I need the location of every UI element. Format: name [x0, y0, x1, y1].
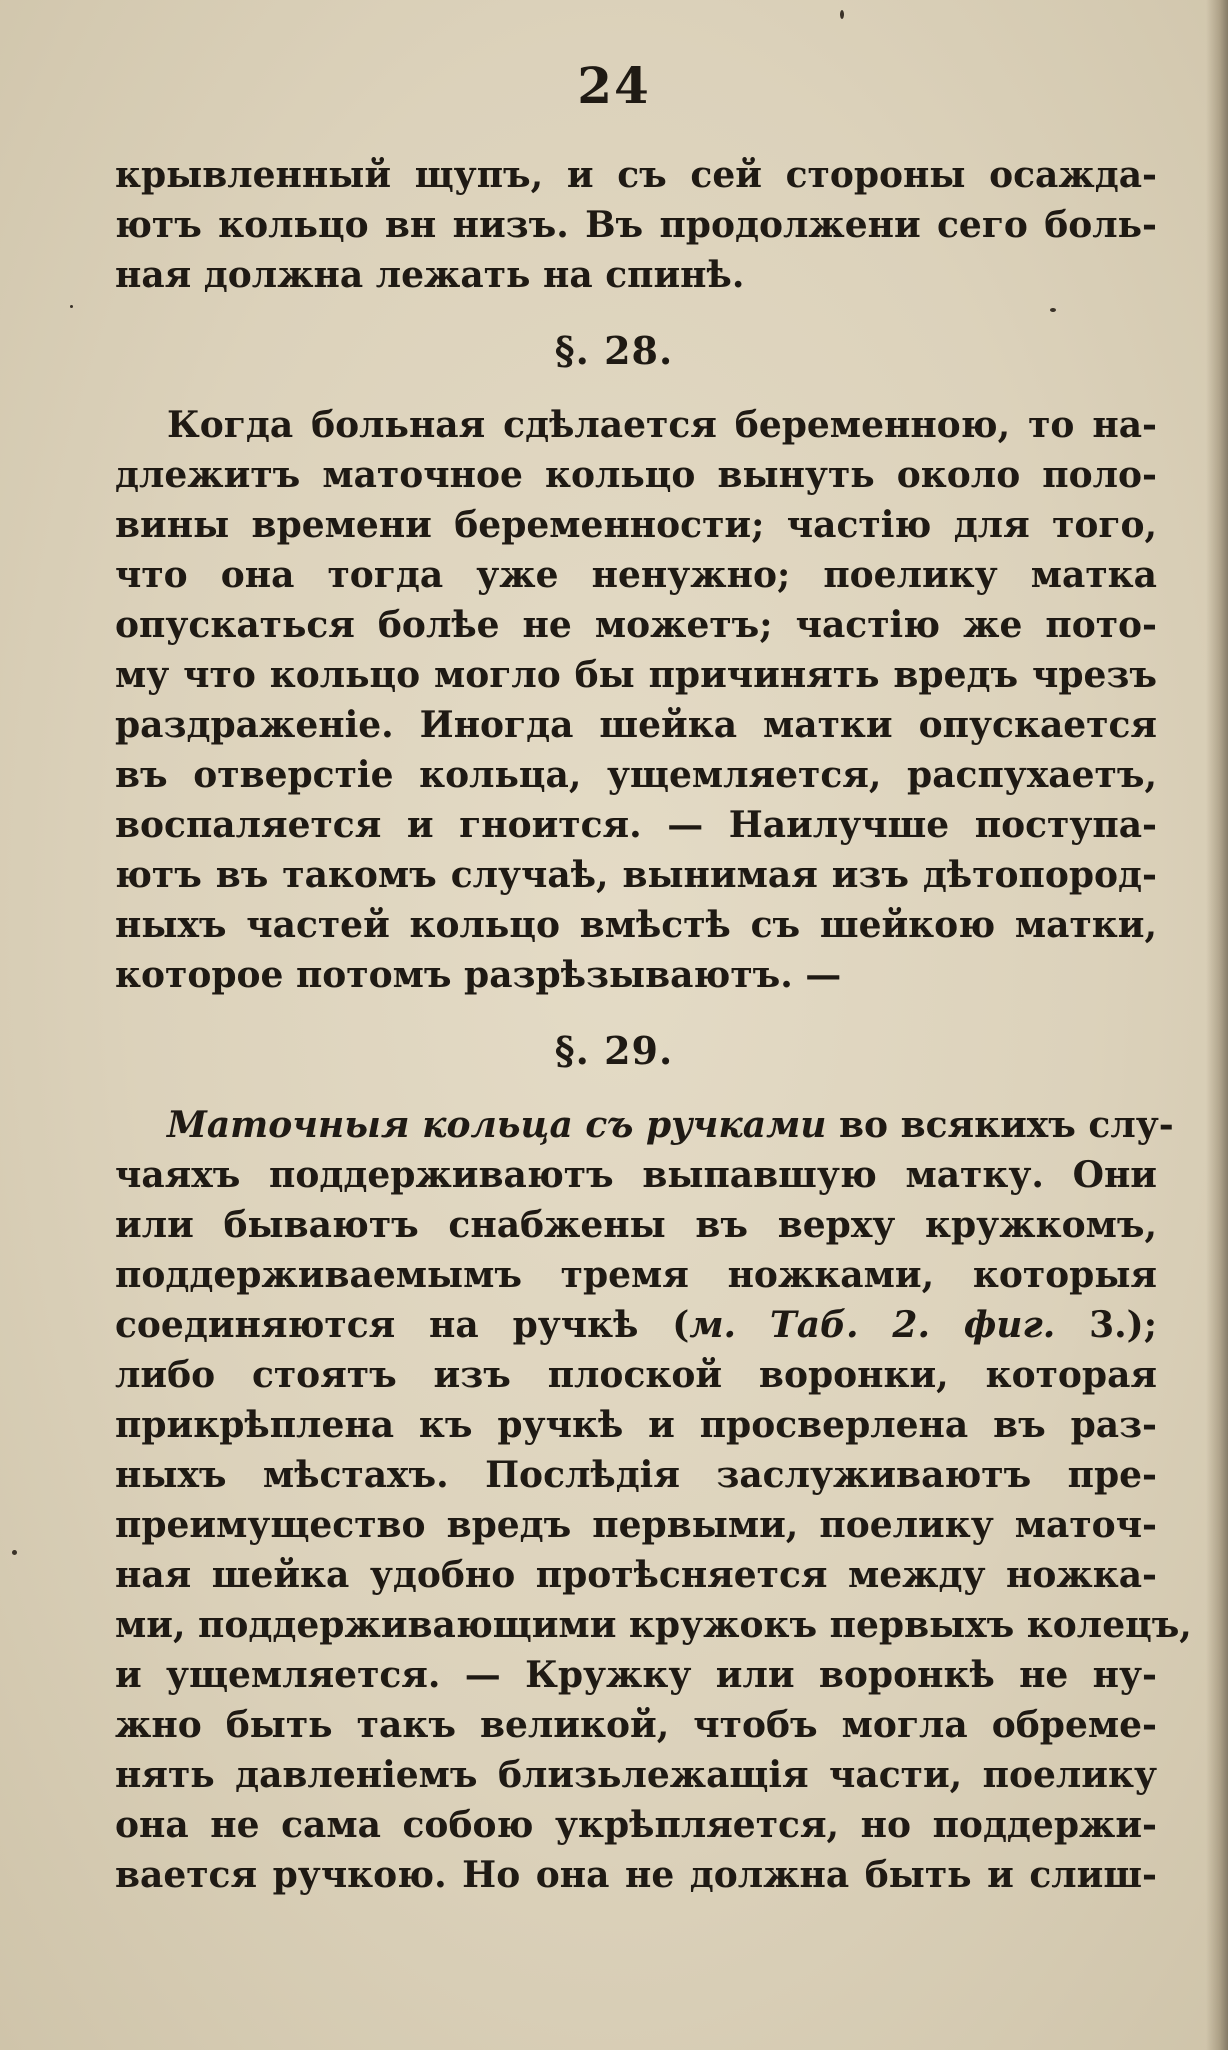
figure-reference: м. Таб. 2. фиг. — [689, 1304, 1056, 1346]
continuation-paragraph — [115, 150, 1157, 300]
text-line: чаяхъ поддерживаютъ выпавшую матку. Они — [115, 1154, 1157, 1196]
text-run: во всякихъ слу- — [826, 1104, 1174, 1146]
page-number: 24 — [577, 56, 651, 115]
section-29-paragraph — [115, 1100, 1192, 1900]
text-line: вины времени беременности; частію для того, — [115, 504, 1157, 546]
text-line: крывленный щупъ, и съ сей стороны осажда- — [115, 154, 1157, 196]
text-run: 3.); — [1055, 1304, 1158, 1346]
text-line — [115, 1100, 1174, 1150]
section-heading-28: §. 28. — [554, 328, 674, 373]
text-line: ная шейка удобно протѣсняется между ножка- — [115, 1554, 1157, 1596]
text-line: что она тогда уже ненужно; поелику матка — [115, 554, 1157, 596]
section-heading-29: §. 29. — [554, 1028, 674, 1073]
text-line: нять давленіемъ близьлежащія части, поелику — [115, 1754, 1157, 1796]
text-line: которое потомъ разрѣзываютъ. — — [115, 954, 842, 996]
text-line: ютъ кольцо вн низъ. Въ продолжени сего боль- — [115, 204, 1157, 246]
text-line: ютъ въ такомъ случаѣ, вынимая изъ дѣтопород- — [115, 854, 1157, 896]
italic-term: Маточныя кольца съ ручками — [167, 1104, 827, 1146]
text-line: или бываютъ снабжены въ верху кружкомъ, — [115, 1204, 1157, 1246]
text-line: ныхъ частей кольцо вмѣстѣ съ шейкою матки, — [115, 904, 1157, 946]
text-line: поддерживаемымъ тремя ножками, которыя — [115, 1254, 1157, 1296]
paper-speck — [840, 10, 844, 19]
text-line: длежитъ маточное кольцо вынуть около поло- — [115, 454, 1157, 496]
text-line: ми, поддерживающими кружокъ первыхъ колецъ, — [115, 1604, 1192, 1646]
text-run: соединяются на ручкѣ ( — [115, 1304, 690, 1346]
paper-speck — [70, 305, 73, 308]
text-line: ная должна лежать на спинѣ. — [115, 254, 745, 296]
page-edge-shadow — [1206, 0, 1228, 2050]
section-28-paragraph — [115, 400, 1157, 1000]
paper-speck — [12, 1550, 17, 1555]
text-line: вается ручкою. Но она не должна быть и слиш- — [115, 1854, 1157, 1896]
text-line: либо стоятъ изъ плоской воронки, которая — [115, 1354, 1157, 1396]
text-line: въ отверстіе кольца, ущемляется, распухаетъ, — [115, 754, 1157, 796]
text-line: и ущемляется. — Кружку или воронкѣ не ну- — [115, 1654, 1157, 1696]
text-line: преимущество вредъ первыми, поелику маточ- — [115, 1504, 1157, 1546]
text-line — [115, 1300, 1157, 1350]
text-line: жно быть такъ великой, чтобъ могла обреме- — [115, 1704, 1157, 1746]
text-line: опускаться болѣе не можетъ; частію же пото- — [115, 604, 1157, 646]
text-line: Когда больная сдѣлается беременною, то на- — [167, 404, 1157, 446]
text-line: раздраженіе. Иногда шейка матки опускается — [115, 704, 1157, 746]
paper-speck — [1050, 308, 1056, 312]
text-line: прикрѣплена къ ручкѣ и просверлена въ раз- — [115, 1404, 1157, 1446]
text-line: му что кольцо могло бы причинять вредъ чрезъ — [115, 654, 1157, 696]
text-line: ныхъ мѣстахъ. Послѣдія заслуживаютъ пре- — [115, 1454, 1157, 1496]
text-line: воспаляется и гноится. — Наилучше поступа- — [115, 804, 1157, 846]
text-line: она не сама собою укрѣпляется, но поддержи- — [115, 1804, 1157, 1846]
